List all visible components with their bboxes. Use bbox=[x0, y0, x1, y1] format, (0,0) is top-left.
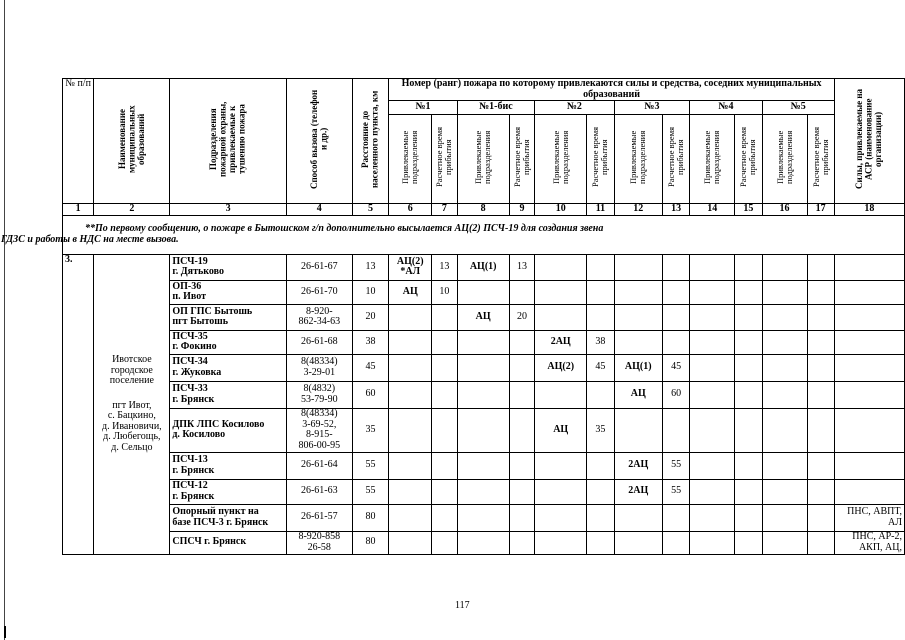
arrival-time bbox=[662, 531, 689, 554]
arrival-time: 35 bbox=[587, 408, 614, 452]
arrival-time: 45 bbox=[587, 354, 614, 381]
arrival-time bbox=[662, 304, 689, 330]
dispatched-unit bbox=[690, 254, 735, 280]
unit-phone: 26-61-70 bbox=[286, 280, 352, 304]
arrival-time bbox=[662, 330, 689, 354]
table-row bbox=[63, 479, 905, 504]
arrival-time bbox=[807, 381, 834, 408]
arrival-time bbox=[509, 330, 534, 354]
unit-name: ПСЧ-19 г. Дятьково bbox=[170, 254, 287, 280]
arrival-time bbox=[662, 280, 689, 304]
page-edge-line bbox=[4, 0, 5, 640]
dispatched-unit bbox=[690, 531, 735, 554]
col-number: 6 bbox=[389, 203, 432, 215]
arrival-time bbox=[735, 531, 762, 554]
arrival-time bbox=[662, 254, 689, 280]
dispatched-unit bbox=[457, 280, 509, 304]
unit-phone: 8(4832) 53-79-90 bbox=[286, 381, 352, 408]
table-row bbox=[63, 280, 905, 304]
arrival-time bbox=[509, 408, 534, 452]
arrival-time bbox=[432, 452, 457, 479]
unit-phone: 8(48334) 3-69-52, 8-915- 806-00-95 bbox=[286, 408, 352, 452]
arrival-time: 20 bbox=[509, 304, 534, 330]
rank-1: №1 bbox=[389, 101, 457, 115]
col-number: 4 bbox=[286, 203, 352, 215]
dispatched-unit: АЦ bbox=[389, 280, 432, 304]
col-number: 14 bbox=[690, 203, 735, 215]
col-number: 18 bbox=[834, 203, 904, 215]
sub-time-1: Расчетное время прибытия bbox=[432, 115, 457, 204]
arrival-time bbox=[587, 254, 614, 280]
arrival-time bbox=[735, 330, 762, 354]
unit-phone: 26-61-64 bbox=[286, 452, 352, 479]
dispatched-unit bbox=[535, 479, 587, 504]
asr-forces: ПНС, АР-2, АКП, АЦ, bbox=[834, 531, 904, 554]
dispatched-unit bbox=[614, 531, 662, 554]
arrival-time bbox=[735, 354, 762, 381]
dispatched-unit bbox=[535, 304, 587, 330]
unit-distance: 38 bbox=[352, 330, 389, 354]
dispatched-unit: АЦ bbox=[614, 381, 662, 408]
dispatched-unit bbox=[690, 504, 735, 531]
unit-distance: 13 bbox=[352, 254, 389, 280]
table-row bbox=[63, 354, 905, 381]
arrival-time bbox=[432, 330, 457, 354]
header-municipality: Наименование муниципальных образований bbox=[94, 79, 170, 204]
arrival-time: 55 bbox=[662, 479, 689, 504]
col-number: 17 bbox=[807, 203, 834, 215]
dispatched-unit bbox=[614, 408, 662, 452]
col-number: 2 bbox=[94, 203, 170, 215]
arrival-time bbox=[509, 531, 534, 554]
asr-forces bbox=[834, 354, 904, 381]
arrival-time: 60 bbox=[662, 381, 689, 408]
dispatched-unit bbox=[690, 479, 735, 504]
dispatched-unit: АЦ bbox=[457, 304, 509, 330]
dispatched-unit bbox=[535, 452, 587, 479]
unit-name: Опорный пункт на базе ПСЧ-3 г. Брянск bbox=[170, 504, 287, 531]
unit-name: ОП ГПС Бытошь пгт Бытошь bbox=[170, 304, 287, 330]
arrival-time bbox=[432, 504, 457, 531]
table-row bbox=[63, 408, 905, 452]
dispatched-unit bbox=[762, 304, 807, 330]
arrival-time bbox=[807, 280, 834, 304]
dispatched-unit bbox=[457, 479, 509, 504]
arrival-time bbox=[807, 452, 834, 479]
header-distance: Расстояние до населенного пункта, км bbox=[352, 79, 389, 204]
dispatched-unit bbox=[762, 330, 807, 354]
dispatched-unit bbox=[457, 531, 509, 554]
arrival-time bbox=[432, 531, 457, 554]
col-number: 1 bbox=[63, 203, 94, 215]
col-number: 5 bbox=[352, 203, 389, 215]
col-number: 3 bbox=[170, 203, 287, 215]
arrival-time bbox=[587, 304, 614, 330]
dispatched-unit bbox=[389, 504, 432, 531]
arrival-time bbox=[735, 452, 762, 479]
dispatched-unit bbox=[389, 354, 432, 381]
asr-forces bbox=[834, 479, 904, 504]
sub-time-2: Расчетное время прибытия bbox=[587, 115, 614, 204]
sub-time-5: Расчетное время прибытия bbox=[807, 115, 834, 204]
dispatched-unit bbox=[389, 531, 432, 554]
section-number: 3. bbox=[63, 254, 94, 554]
dispatched-unit bbox=[690, 330, 735, 354]
arrival-time: 38 bbox=[587, 330, 614, 354]
unit-name: ПСЧ-34 г. Жуковка bbox=[170, 354, 287, 381]
dispatched-unit bbox=[535, 531, 587, 554]
dispatched-unit: 2АЦ bbox=[535, 330, 587, 354]
asr-forces bbox=[834, 304, 904, 330]
arrival-time bbox=[509, 479, 534, 504]
arrival-time bbox=[509, 280, 534, 304]
col-number: 7 bbox=[432, 203, 457, 215]
arrival-time bbox=[807, 330, 834, 354]
dispatched-unit bbox=[614, 254, 662, 280]
dispatched-unit bbox=[762, 254, 807, 280]
sub-units-4: Привлекаемые подразделения bbox=[690, 115, 735, 204]
rank-5: №5 bbox=[762, 101, 834, 115]
table-row bbox=[63, 504, 905, 531]
dispatched-unit bbox=[690, 452, 735, 479]
page-edge-mark bbox=[4, 626, 6, 638]
unit-distance: 55 bbox=[352, 479, 389, 504]
arrival-time: 10 bbox=[432, 280, 457, 304]
asr-forces bbox=[834, 280, 904, 304]
header-rank-title: Номер (ранг) пожара по которому привлекаются силы и средства, соседних муниципальных образований bbox=[389, 79, 835, 101]
unit-distance: 45 bbox=[352, 354, 389, 381]
arrival-time bbox=[509, 354, 534, 381]
unit-name: ОП-36 п. Ивот bbox=[170, 280, 287, 304]
asr-forces bbox=[834, 330, 904, 354]
unit-distance: 55 bbox=[352, 452, 389, 479]
arrival-time bbox=[509, 381, 534, 408]
sub-units-1bis: Привлекаемые подразделения bbox=[457, 115, 509, 204]
col-number: 9 bbox=[509, 203, 534, 215]
header-forces: Силы, привлекаемые на АСР (наименование организации) bbox=[834, 79, 904, 204]
arrival-time bbox=[432, 408, 457, 452]
dispatched-unit bbox=[457, 381, 509, 408]
sub-units-5: Привлекаемые подразделения bbox=[762, 115, 807, 204]
deployment-table bbox=[1, 78, 905, 555]
dispatched-unit bbox=[457, 408, 509, 452]
dispatched-unit bbox=[614, 330, 662, 354]
dispatched-unit bbox=[457, 354, 509, 381]
municipality-cell: Ивотское городское поселение пгт Ивот, с. Бацкино, д. Ивановичи, д. Любегощь, д. Сельцо bbox=[94, 254, 170, 554]
dispatched-unit bbox=[535, 254, 587, 280]
arrival-time bbox=[807, 408, 834, 452]
arrival-time bbox=[662, 408, 689, 452]
col-number: 13 bbox=[662, 203, 689, 215]
arrival-time bbox=[587, 452, 614, 479]
unit-name: ПСЧ-33 г. Брянск bbox=[170, 381, 287, 408]
table-row bbox=[63, 531, 905, 554]
arrival-time bbox=[807, 304, 834, 330]
dispatched-unit bbox=[690, 354, 735, 381]
rank-2: №2 bbox=[535, 101, 614, 115]
asr-forces bbox=[834, 452, 904, 479]
table-row bbox=[63, 452, 905, 479]
unit-phone: 26-61-63 bbox=[286, 479, 352, 504]
dispatched-unit bbox=[762, 408, 807, 452]
dispatched-unit bbox=[457, 504, 509, 531]
arrival-time bbox=[735, 254, 762, 280]
table-row bbox=[63, 381, 905, 408]
header-units: Подразделения пожарной охраны, привлекаемые к тушению пожара bbox=[170, 79, 287, 204]
arrival-time bbox=[735, 381, 762, 408]
arrival-time bbox=[807, 504, 834, 531]
dispatched-unit bbox=[614, 504, 662, 531]
dispatched-unit bbox=[762, 504, 807, 531]
unit-phone: 8-920- 862-34-63 bbox=[286, 304, 352, 330]
dispatched-unit bbox=[762, 452, 807, 479]
table-row bbox=[63, 254, 905, 280]
arrival-time bbox=[662, 504, 689, 531]
unit-name: ПСЧ-35 г. Фокино bbox=[170, 330, 287, 354]
unit-phone: 26-61-57 bbox=[286, 504, 352, 531]
dispatched-unit bbox=[762, 381, 807, 408]
dispatched-unit bbox=[389, 452, 432, 479]
sub-time-4: Расчетное время прибытия bbox=[735, 115, 762, 204]
arrival-time bbox=[587, 280, 614, 304]
page-number: 117 bbox=[455, 600, 470, 611]
arrival-time bbox=[509, 452, 534, 479]
arrival-time: 13 bbox=[509, 254, 534, 280]
unit-distance: 80 bbox=[352, 504, 389, 531]
dispatched-unit bbox=[389, 408, 432, 452]
unit-name: СПСЧ г. Брянск bbox=[170, 531, 287, 554]
sub-time-3: Расчетное время прибытия bbox=[662, 115, 689, 204]
dispatched-unit bbox=[762, 280, 807, 304]
header-no: № п/п bbox=[63, 79, 94, 204]
arrival-time bbox=[432, 479, 457, 504]
dispatched-unit: 2АЦ bbox=[614, 479, 662, 504]
sub-units-3: Привлекаемые подразделения bbox=[614, 115, 662, 204]
col-number: 12 bbox=[614, 203, 662, 215]
dispatched-unit: АЦ(2) bbox=[535, 354, 587, 381]
sub-units-1: Привлекаемые подразделения bbox=[389, 115, 432, 204]
dispatched-unit bbox=[457, 452, 509, 479]
dispatched-unit bbox=[690, 408, 735, 452]
asr-forces bbox=[834, 381, 904, 408]
dispatched-unit: АЦ(1) bbox=[457, 254, 509, 280]
dispatched-unit: 2АЦ bbox=[614, 452, 662, 479]
arrival-time bbox=[587, 504, 614, 531]
dispatched-unit bbox=[389, 330, 432, 354]
header-call-method: Способ вызова (телефон и др.) bbox=[286, 79, 352, 204]
arrival-time bbox=[432, 354, 457, 381]
dispatched-unit bbox=[389, 479, 432, 504]
col-number: 15 bbox=[735, 203, 762, 215]
dispatched-unit bbox=[389, 381, 432, 408]
arrival-time bbox=[432, 304, 457, 330]
arrival-time bbox=[587, 381, 614, 408]
col-number: 10 bbox=[535, 203, 587, 215]
unit-phone: 8-920-858 26-58 bbox=[286, 531, 352, 554]
col-number: 11 bbox=[587, 203, 614, 215]
arrival-time bbox=[735, 280, 762, 304]
sub-time-1bis: Расчетное время прибытия bbox=[509, 115, 534, 204]
arrival-time bbox=[807, 254, 834, 280]
arrival-time bbox=[807, 479, 834, 504]
dispatched-unit bbox=[457, 330, 509, 354]
asr-forces: ПНС, АВПТ, АЛ bbox=[834, 504, 904, 531]
table-row bbox=[63, 330, 905, 354]
dispatched-unit: АЦ bbox=[535, 408, 587, 452]
arrival-time bbox=[807, 354, 834, 381]
column-numbers-row bbox=[63, 203, 905, 215]
arrival-time bbox=[807, 531, 834, 554]
arrival-time bbox=[735, 504, 762, 531]
dispatched-unit bbox=[614, 304, 662, 330]
asr-forces bbox=[834, 408, 904, 452]
unit-distance: 35 bbox=[352, 408, 389, 452]
dispatched-unit bbox=[614, 280, 662, 304]
rank-4: №4 bbox=[690, 101, 762, 115]
dispatched-unit bbox=[690, 280, 735, 304]
table-row bbox=[63, 304, 905, 330]
dispatch-note: **По первому сообщению, о пожаре в Бытошском г/п дополнительно высылается АЦ(2) ПСЧ-19 для создания звена ГДЗС и работы в НДС на месте вызова. bbox=[63, 215, 905, 254]
dispatched-unit bbox=[389, 304, 432, 330]
sub-units-2: Привлекаемые подразделения bbox=[535, 115, 587, 204]
asr-forces bbox=[834, 254, 904, 280]
dispatched-unit bbox=[690, 381, 735, 408]
arrival-time bbox=[587, 531, 614, 554]
dispatched-unit: АЦ(1) bbox=[614, 354, 662, 381]
col-number: 16 bbox=[762, 203, 807, 215]
dispatched-unit: АЦ(2) *АЛ bbox=[389, 254, 432, 280]
arrival-time: 55 bbox=[662, 452, 689, 479]
arrival-time bbox=[735, 304, 762, 330]
dispatched-unit bbox=[535, 381, 587, 408]
arrival-time bbox=[587, 479, 614, 504]
unit-distance: 20 bbox=[352, 304, 389, 330]
dispatched-unit bbox=[690, 304, 735, 330]
col-number: 8 bbox=[457, 203, 509, 215]
unit-distance: 60 bbox=[352, 381, 389, 408]
rank-1-bis: №1-бис bbox=[457, 101, 535, 115]
unit-name: ПСЧ-12 г. Брянск bbox=[170, 479, 287, 504]
arrival-time bbox=[432, 381, 457, 408]
dispatched-unit bbox=[762, 354, 807, 381]
arrival-time bbox=[735, 408, 762, 452]
dispatched-unit bbox=[535, 280, 587, 304]
unit-phone: 26-61-67 bbox=[286, 254, 352, 280]
arrival-time bbox=[509, 504, 534, 531]
rank-3: №3 bbox=[614, 101, 690, 115]
unit-distance: 80 bbox=[352, 531, 389, 554]
dispatched-unit bbox=[535, 504, 587, 531]
dispatched-unit bbox=[762, 531, 807, 554]
unit-name: ДПК ЛПС Косилово д. Косилово bbox=[170, 408, 287, 452]
unit-name: ПСЧ-13 г. Брянск bbox=[170, 452, 287, 479]
arrival-time: 13 bbox=[432, 254, 457, 280]
dispatched-unit bbox=[762, 479, 807, 504]
unit-phone: 26-61-68 bbox=[286, 330, 352, 354]
arrival-time bbox=[735, 479, 762, 504]
unit-phone: 8(48334) 3-29-01 bbox=[286, 354, 352, 381]
unit-distance: 10 bbox=[352, 280, 389, 304]
arrival-time: 45 bbox=[662, 354, 689, 381]
